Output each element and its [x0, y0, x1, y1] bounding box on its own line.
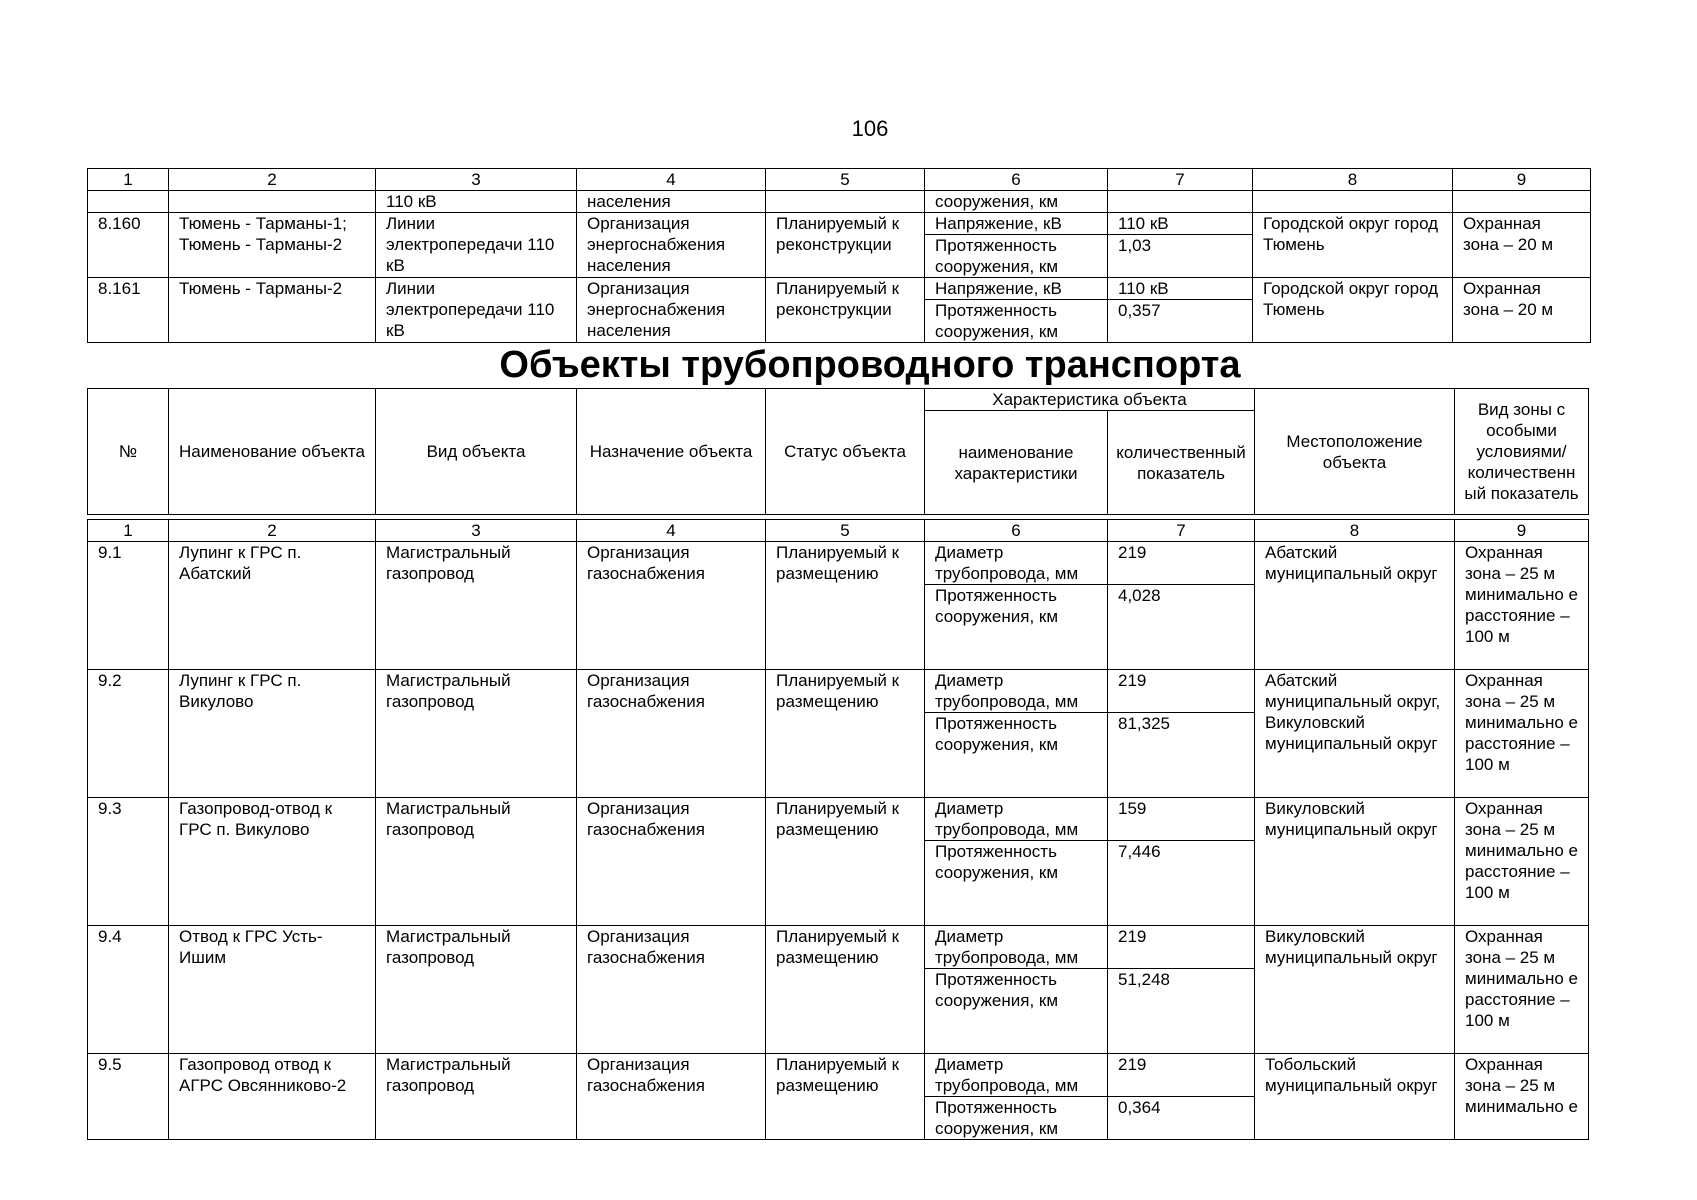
cell-char-name: Протяженность сооружения, км — [925, 235, 1108, 278]
cell-char-name: Диаметр трубопровода, мм — [925, 798, 1108, 841]
column-number: 8 — [1255, 520, 1455, 542]
cell-status: Планируемый к размещению — [766, 926, 925, 1054]
cell-char-value: 0,357 — [1108, 300, 1253, 343]
header-no: № — [88, 389, 169, 515]
cell-char-value: 159 — [1108, 798, 1255, 841]
cell-location: Абатский муниципальный округ, Викуловский муниципальный округ — [1255, 670, 1455, 798]
cell-char-value: 4,028 — [1108, 585, 1255, 670]
cell-char-name: Напряжение, кВ — [925, 278, 1108, 300]
cell-no: 8.161 — [88, 278, 169, 343]
cell-type: Магистральный газопровод — [376, 670, 577, 798]
cell-type: Линии электропередачи 110 кВ — [376, 278, 577, 343]
section-title: Объекты трубопроводного транспорта — [499, 344, 1241, 386]
cell-name: Газопровод-отвод к ГРС п. Викулово — [169, 798, 376, 926]
cell-no: 9.3 — [88, 798, 169, 926]
cell-char-value: 110 кВ — [1108, 278, 1253, 300]
cell-status: Планируемый к реконструкции — [766, 213, 925, 278]
cell-zone: Охранная зона – 25 м минимально е расстояние – 100 м — [1455, 542, 1589, 670]
cell-type: Магистральный газопровод — [376, 798, 577, 926]
cell-char-name: Протяженность сооружения, км — [925, 969, 1108, 1054]
cell-status: Планируемый к реконструкции — [766, 278, 925, 343]
table-row — [88, 278, 1591, 300]
table-row — [88, 670, 1589, 713]
page-number: 106 — [851, 116, 889, 141]
pipeline-header-table — [87, 388, 1589, 515]
table-row — [88, 213, 1591, 235]
header-location: Местоположение объекта — [1255, 389, 1455, 515]
column-number: 8 — [1253, 169, 1453, 191]
cell-purpose: Организация энергоснабжения населения — [577, 278, 766, 343]
cell-char-name: Протяженность сооружения, км — [925, 713, 1108, 798]
column-number: 7 — [1108, 520, 1255, 542]
cell-location: Тобольский муниципальный округ — [1255, 1054, 1455, 1140]
table-row — [88, 191, 1591, 213]
cell-name: Лупинг к ГРС п. Викулово — [169, 670, 376, 798]
cell-purpose: Организация газоснабжения — [577, 670, 766, 798]
column-number: 9 — [1453, 169, 1591, 191]
cell-purpose: Организация газоснабжения — [577, 926, 766, 1054]
cell-zone: Охранная зона – 25 м минимально е — [1455, 1054, 1589, 1140]
column-number: 6 — [925, 169, 1108, 191]
column-number: 1 — [88, 169, 169, 191]
table-row — [88, 798, 1589, 841]
cell-purpose: Организация газоснабжения — [577, 798, 766, 926]
cell-location: Викуловский муниципальный округ — [1255, 926, 1455, 1054]
cell-char-value: 7,446 — [1108, 841, 1255, 926]
cell-type: 110 кВ — [376, 191, 577, 213]
header-zone: Вид зоны с особыми условиями/ количественн ый показатель — [1455, 389, 1589, 515]
cell-char-name: Диаметр трубопровода, мм — [925, 1054, 1108, 1097]
cell-char-name: Диаметр трубопровода, мм — [925, 670, 1108, 713]
cell-name: Лупинг к ГРС п. Абатский — [169, 542, 376, 670]
cell-name: Газопровод отвод к АГРС Овсянниково-2 — [169, 1054, 376, 1140]
column-number: 3 — [376, 169, 577, 191]
cell-char-name: Протяженность сооружения, км — [925, 1097, 1108, 1140]
cell-no: 9.5 — [88, 1054, 169, 1140]
header-type: Вид объекта — [376, 389, 577, 515]
header-char-value: количественный показатель — [1108, 411, 1255, 515]
column-number: 2 — [169, 520, 376, 542]
cell-char-value: 0,364 — [1108, 1097, 1255, 1140]
cell-char-name: Напряжение, кВ — [925, 213, 1108, 235]
header-status: Статус объекта — [766, 389, 925, 515]
cell-char-name: Диаметр трубопровода, мм — [925, 926, 1108, 969]
cell-char-value: 219 — [1108, 926, 1255, 969]
cell-name — [169, 191, 376, 213]
cell-purpose: населения — [577, 191, 766, 213]
cell-status — [766, 191, 925, 213]
cell-purpose: Организация газоснабжения — [577, 1054, 766, 1140]
cell-name: Тюмень - Тарманы-1; Тюмень - Тарманы-2 — [169, 213, 376, 278]
cell-zone: Охранная зона – 25 м минимально е расстояние – 100 м — [1455, 798, 1589, 926]
cell-no: 9.2 — [88, 670, 169, 798]
cell-location — [1253, 191, 1453, 213]
header-purpose: Назначение объекта — [577, 389, 766, 515]
column-number: 4 — [577, 169, 766, 191]
cell-char-name: сооружения, км — [925, 191, 1108, 213]
cell-type: Линии электропередачи 110 кВ — [376, 213, 577, 278]
table-row — [88, 542, 1589, 585]
cell-char-name: Диаметр трубопровода, мм — [925, 542, 1108, 585]
cell-char-value: 219 — [1108, 1054, 1255, 1097]
cell-no: 8.160 — [88, 213, 169, 278]
column-number: 4 — [577, 520, 766, 542]
cell-location: Абатский муниципальный округ — [1255, 542, 1455, 670]
column-number: 5 — [766, 520, 925, 542]
column-number: 1 — [88, 520, 169, 542]
cell-purpose: Организация газоснабжения — [577, 542, 766, 670]
cell-name: Тюмень - Тарманы-2 — [169, 278, 376, 343]
cell-char-name: Протяженность сооружения, км — [925, 841, 1108, 926]
column-number: 7 — [1108, 169, 1253, 191]
cell-zone: Охранная зона – 25 м минимально е расстояние – 100 м — [1455, 926, 1589, 1054]
cell-char-value: 51,248 — [1108, 969, 1255, 1054]
cell-char-value: 219 — [1108, 542, 1255, 585]
cell-type: Магистральный газопровод — [376, 926, 577, 1054]
cell-type: Магистральный газопровод — [376, 1054, 577, 1140]
cell-char-value — [1108, 191, 1253, 213]
column-number-row — [88, 169, 1591, 191]
cell-location: Городской округ город Тюмень — [1253, 278, 1453, 343]
pipeline-table — [87, 519, 1589, 1140]
cell-status: Планируемый к размещению — [766, 798, 925, 926]
column-number: 9 — [1455, 520, 1589, 542]
cell-zone: Охранная зона – 25 м минимально е расстояние – 100 м — [1455, 670, 1589, 798]
table-row — [88, 926, 1589, 969]
column-number: 6 — [925, 520, 1108, 542]
cell-status: Планируемый к размещению — [766, 542, 925, 670]
cell-name: Отвод к ГРС Усть-Ишим — [169, 926, 376, 1054]
power-lines-table — [87, 168, 1591, 343]
cell-no: 9.1 — [88, 542, 169, 670]
cell-purpose: Организация энергоснабжения населения — [577, 213, 766, 278]
column-number-row — [88, 520, 1589, 542]
cell-char-value: 1,03 — [1108, 235, 1253, 278]
column-number: 2 — [169, 169, 376, 191]
cell-location: Викуловский муниципальный округ — [1255, 798, 1455, 926]
header-name: Наименование объекта — [169, 389, 376, 515]
cell-char-name: Протяженность сооружения, км — [925, 300, 1108, 343]
cell-no: 9.4 — [88, 926, 169, 1054]
cell-location: Городской округ город Тюмень — [1253, 213, 1453, 278]
cell-type: Магистральный газопровод — [376, 542, 577, 670]
cell-status: Планируемый к размещению — [766, 670, 925, 798]
column-number: 3 — [376, 520, 577, 542]
cell-zone: Охранная зона – 20 м — [1453, 213, 1591, 278]
cell-no — [88, 191, 169, 213]
cell-char-name: Протяженность сооружения, км — [925, 585, 1108, 670]
header-char-name: наименование характеристики — [925, 411, 1108, 515]
column-number: 5 — [766, 169, 925, 191]
cell-char-value: 110 кВ — [1108, 213, 1253, 235]
table-row — [88, 1054, 1589, 1097]
cell-status: Планируемый к размещению — [766, 1054, 925, 1140]
cell-char-value: 219 — [1108, 670, 1255, 713]
cell-zone: Охранная зона – 20 м — [1453, 278, 1591, 343]
cell-char-value: 81,325 — [1108, 713, 1255, 798]
cell-zone — [1453, 191, 1591, 213]
header-characteristics: Характеристика объекта — [925, 389, 1255, 411]
